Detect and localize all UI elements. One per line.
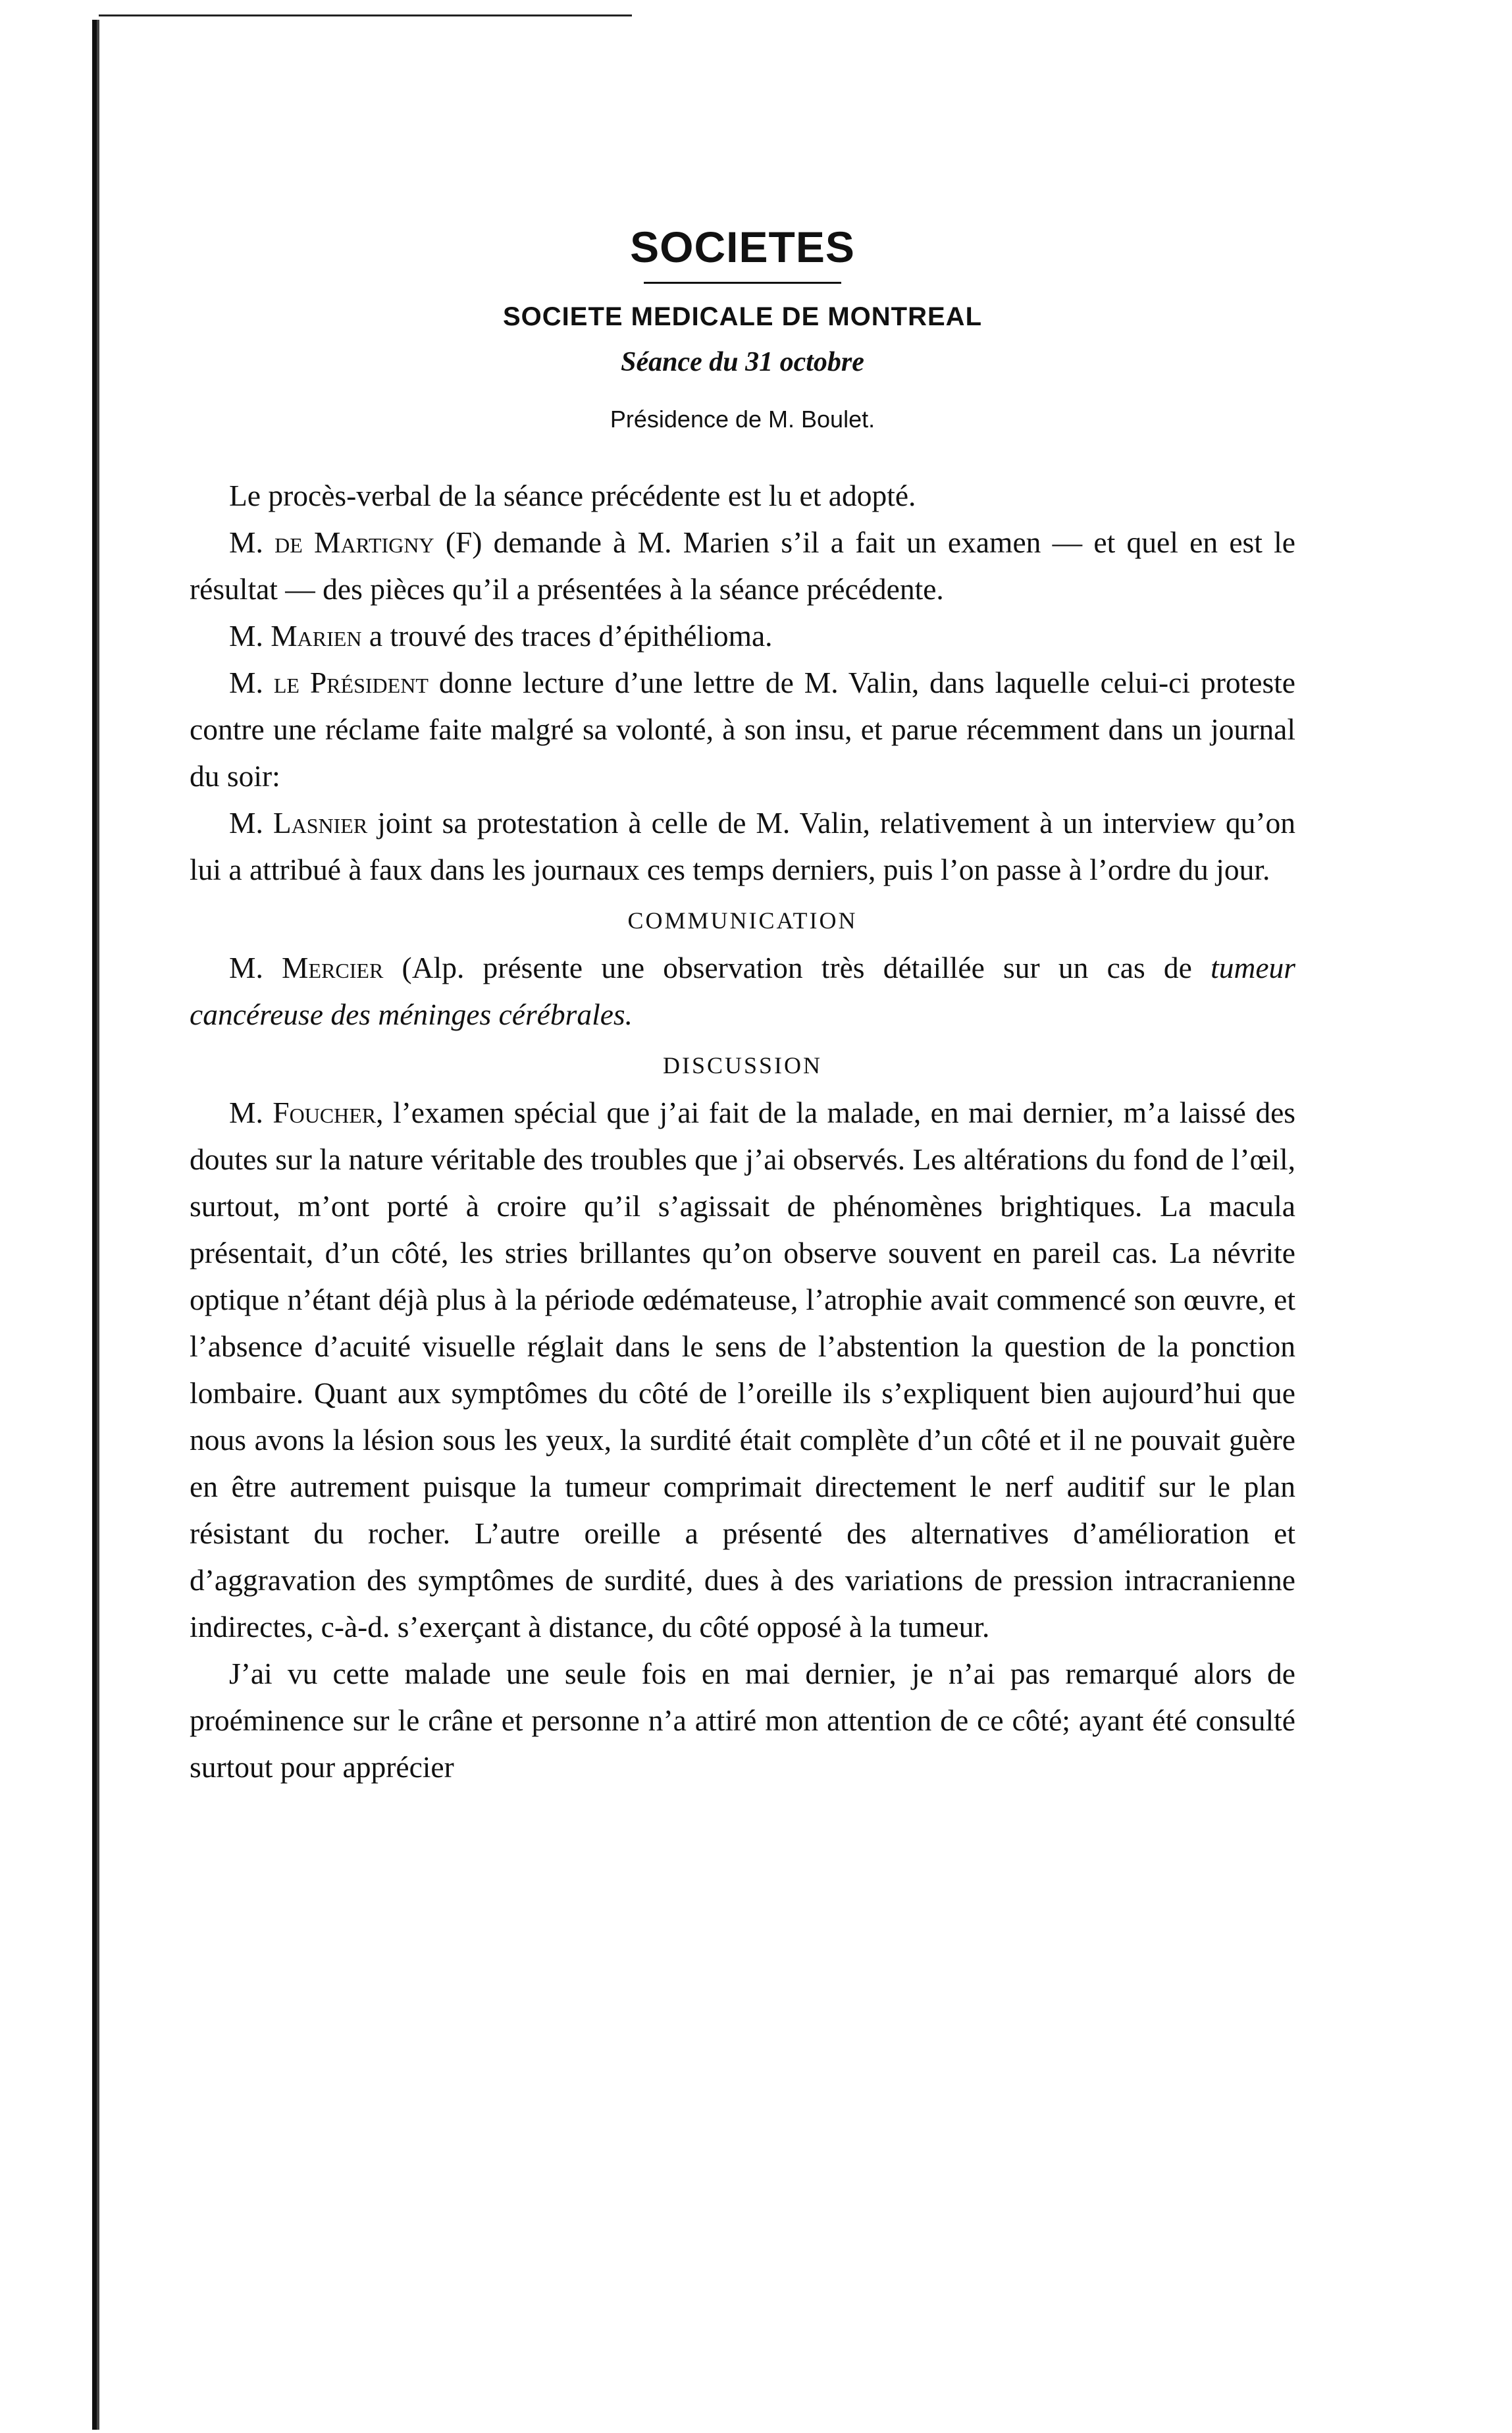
paragraph-martigny <box>190 519 1295 612</box>
paragraph-foucher <box>190 1089 1295 1650</box>
section-heading-discussion: DISCUSSION <box>662 1052 823 1079</box>
session-date: Séance du 31 octobre <box>621 347 864 377</box>
speaker-name: M. Mercier <box>229 951 384 984</box>
document-page <box>190 217 1295 1790</box>
speaker-name: M. Marien <box>229 619 362 653</box>
page-title: SOCIETES <box>630 223 855 271</box>
paragraph-president <box>190 659 1295 799</box>
title-divider <box>644 282 841 284</box>
paragraph-text: (Alp. présente une observation très détaillée sur un cas de <box>383 951 1211 984</box>
speaker-name: M. le Président <box>229 666 429 699</box>
italic-diagnosis: tumeur cancéreuse des méninges cérébrales. <box>190 951 1296 1031</box>
speaker-name: M. Lasnier <box>229 806 368 840</box>
section-heading-communication: COMMUNICATION <box>627 907 858 934</box>
paragraph-continuation: J’ai vu cette malade une seule fois en mai dernier, je n’ai pas remarqué alors de proéminence sur le crâne et personne n’a attiré mon attention de ce côté; ayant été consulté surtout pour apprécier <box>190 1657 1295 1784</box>
paragraph-text: joint sa protestation à celle de M. Valin, relativement à un interview qu’on lui a attribué à faux dans les journaux ces temps derniers, puis l’on passe à l’ordre du jour. <box>190 806 1295 886</box>
paragraph-text: , l’examen spécial que j’ai fait de la malade, en mai dernier, m’a laissé des doutes sur la nature véritable des troubles que j’ai observés. Les altérations du fond de l’œil, surtout, m’ont porté à croire qu’il s’agissait de phénomènes brightiques. La macula présentait, d’un côté, les stries brillantes qu’on observe souvent en pareil cas. La névrite optique n’étant déjà plus à la période œdémateuse, l’atrophie avait commencé son œuvre, et l’absence d’acuité visuelle réglait dans le sens de l’abstention la question de la ponction lombaire. Quant aux symptômes du côté de l’oreille ils s’expliquent bien aujourd’hui que nous avons la lésion sous les yeux, la surdité était complète d’un côté et il ne pouvait guère en être autrement puisque la tumeur comprimait directement le nerf auditif sur le plan résistant du rocher. L’autre oreille a présenté des alternatives d’amélioration et d’aggravation des symptômes de surdité, dues à des variations de pression intracranienne indirectes, c-à-d. s’exerçant à distance, du côté opposé à la tumeur. <box>190 1096 1295 1644</box>
top-rule <box>99 14 632 16</box>
paragraph-text: (F) demande à M. Marien s’il a fait un examen — et quel en est le résultat — des pièces qu’il a présentées à la séance précédente. <box>190 525 1295 606</box>
paragraph-text: a trouvé des traces d’épithélioma. <box>361 619 773 653</box>
speaker-name: M. Foucher <box>229 1096 377 1129</box>
paragraph-text: donne lecture d’une lettre de M. Valin, dans laquelle celui-ci proteste contre une réclame faite malgré sa volonté, à son insu, et parue récemment dans un journal du soir: <box>190 666 1295 793</box>
society-name: SOCIETE MEDICALE DE MONTREAL <box>502 302 983 331</box>
paragraph-minutes: Le procès-verbal de la séance précédente est lu et adopté. <box>229 479 916 512</box>
page-edge <box>92 20 107 2430</box>
presidence-line: Présidence de M. Boulet. <box>610 406 875 433</box>
paragraph-marien <box>190 612 1295 659</box>
speaker-name: M. de Martigny <box>229 525 434 559</box>
paragraph-mercier <box>190 944 1295 1038</box>
paragraph-lasnier <box>190 799 1295 893</box>
